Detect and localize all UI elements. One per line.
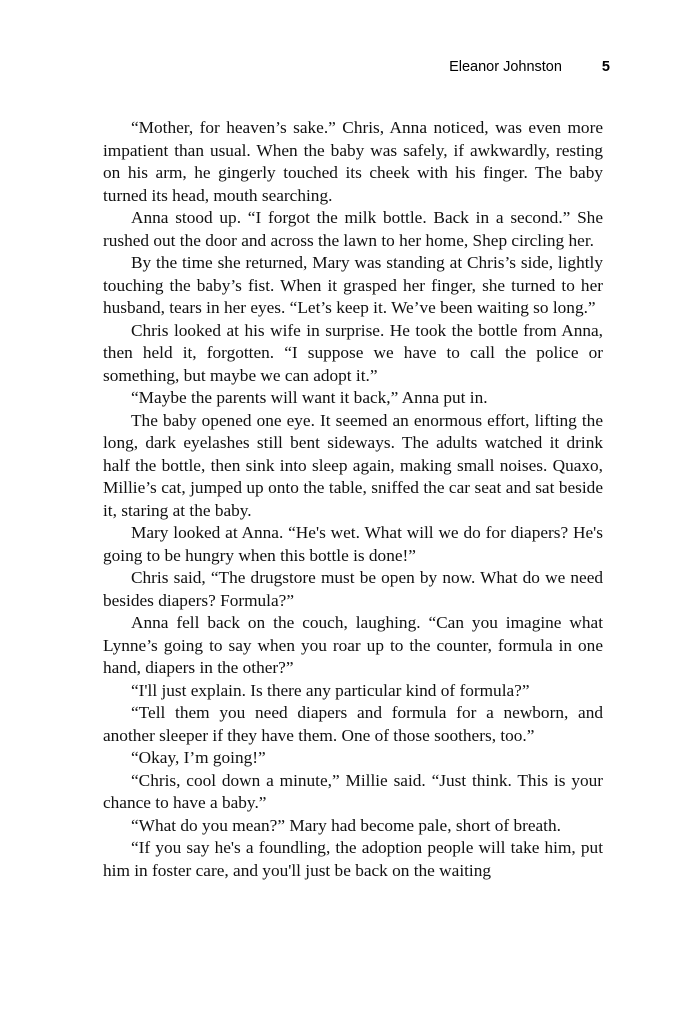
body-text [103,117,603,882]
paragraph: “If you say he's a foundling, the adoption people will take him, put him in foster care, and you'll just be back on the waiting [103,838,603,880]
paragraph: Chris said, “The drugstore must be open by now. What do we need besides diapers? Formula?” [103,568,603,610]
paragraph: The baby opened one eye. It seemed an enormous effort, lifting the long, dark eyelashes still bent sideways. The adults watched it drink half the bottle, then sink into sleep again, making small noises. Quaxo, Millie’s cat, jumped up onto the table, sniffed the car seat and sat beside it, staring at the baby. [103,410,603,520]
paragraph: “Tell them you need diapers and formula for a newborn, and another sleeper if they have them. One of those soothers, too.” [103,703,603,745]
paragraph: “Chris, cool down a minute,” Millie said. “Just think. This is your chance to have a baby.” [103,770,603,812]
paragraph: Anna fell back on the couch, laughing. “Can you imagine what Lynne’s going to say when you roar up to the counter, formula in one hand, diapers in the other?” [103,613,603,677]
paragraph: “Okay, I’m going!” [131,748,266,767]
paragraph: By the time she returned, Mary was standing at Chris’s side, lightly touching the baby’s fist. When it grasped her finger, she turned to her husband, tears in her eyes. “Let’s keep it. We’ve been waiting so long.” [103,253,603,317]
paragraph: Mary looked at Anna. “He's wet. What will we do for diapers? He's going to be hungry when this bottle is done!” [103,523,603,565]
paragraph: Anna stood up. “I forgot the milk bottle. Back in a second.” She rushed out the door and across the lawn to her home, Shep circling her. [103,208,603,250]
header-author: Eleanor Johnston [449,59,562,75]
paragraph: Chris looked at his wife in surprise. He took the bottle from Anna, then held it, forgotten. “I suppose we have to call the police or something, but maybe we can adopt it.” [103,320,603,385]
paragraph: “I'll just explain. Is there any particular kind of formula?” [131,680,530,700]
paragraph: “What do you mean?” Mary had become pale, short of breath. [131,815,561,835]
paragraph: “Mother, for heaven’s sake.” Chris, Anna noticed, was even more impatient than usual. When the baby was safely, if awkwardly, resting on his arm, he gingerly touched its cheek with his finger. The baby turned its head, mouth searching. [103,118,603,205]
page-number: 5 [601,59,610,75]
running-header [449,59,610,75]
paragraph: “Maybe the parents will want it back,” Anna put in. [131,388,488,407]
